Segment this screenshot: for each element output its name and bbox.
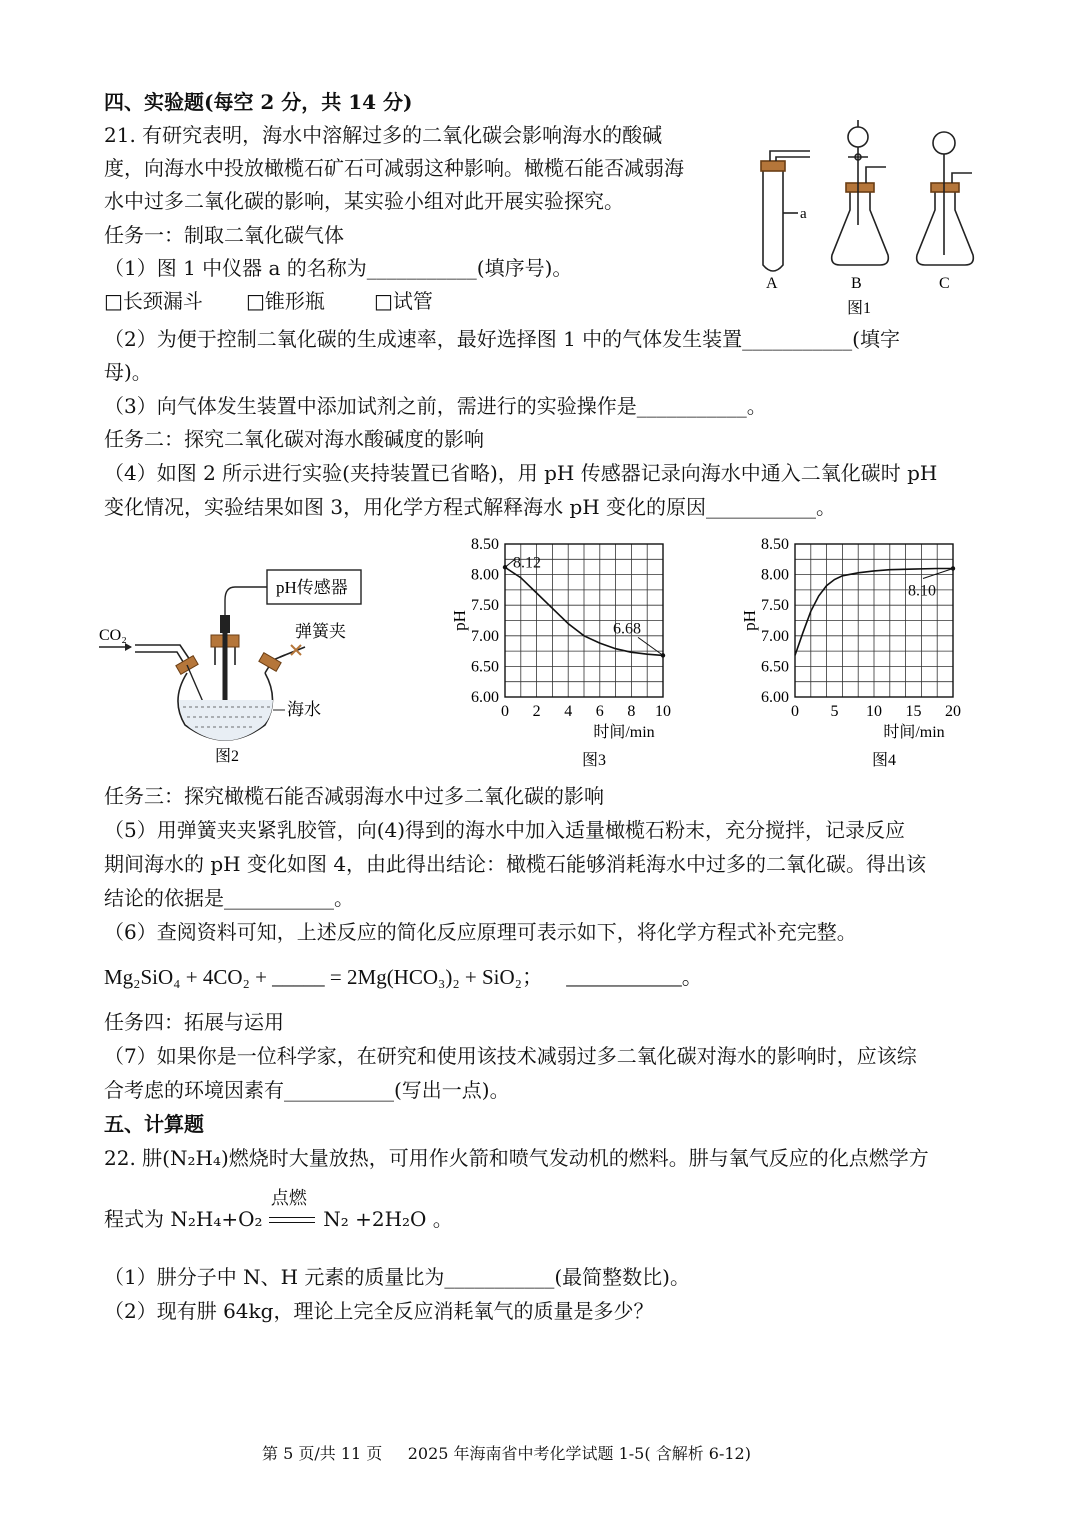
ph-sensor-label: pH传感器 (276, 578, 348, 597)
y-tick-label: 7.00 (761, 627, 789, 645)
reaction-condition (269, 1187, 317, 1231)
q21-question-2-line-2: 母)。 (104, 360, 152, 384)
y-tick-label: 8.00 (761, 566, 789, 584)
x-tick-label: 5 (830, 703, 839, 720)
q22-equation-right: N₂ +2H₂O 。 (323, 1207, 453, 1231)
figure-1-caption: 图1 (847, 300, 872, 317)
q22-question-1: （1）肼分子中 N、H 元素的质量比为___________(最简整数比)。 (104, 1265, 690, 1289)
x-tick-label: 10 (866, 703, 882, 720)
q22-equation-left: 程式为 N₂H₄+O₂ (104, 1207, 263, 1231)
x-tick-label: 0 (501, 703, 509, 720)
data-label-leader (638, 637, 663, 655)
q21-question-1: （1）图 1 中仪器 a 的名称为___________(填序号)。 (104, 256, 573, 280)
q21-intro-line-2: 度，向海水中投放橄榄石矿石可减弱这种影响。橄榄石能否减弱海 (104, 156, 684, 180)
x-tick-label: 8 (627, 703, 636, 720)
y-axis-label: pH (740, 610, 759, 631)
option-3[interactable]: □试管 (374, 289, 433, 313)
q21-question-5-line-1: （5）用弹簧夹夹紧乳胶管，向(4)得到的海水中加入适量橄榄石粉末，充分搅拌，记录反应 (104, 818, 906, 842)
figure-1-apparatus (740, 115, 980, 320)
x-tick-label: 20 (945, 703, 961, 720)
q21-question-3: （3）向气体发生装置中添加试剂之前，需进行的实验操作是___________。 (104, 394, 767, 418)
q21-question-5-line-2: 期间海水的 pH 变化如图 4，由此得出结论：橄榄石能够消耗海水中过多的二氧化碳。得出该 (104, 852, 927, 876)
apparatus-b-flask (832, 120, 889, 265)
chart-caption: 图4 (871, 752, 897, 767)
q21-question-4-line-2: 变化情况，实验结果如图 3，用化学方程式解释海水 pH 变化的原因___________。 (104, 495, 837, 519)
y-tick-label: 8.00 (471, 566, 499, 584)
q21-question-2-line-1: （2）为便于控制二氧化碳的生成速率，最好选择图 1 中的气体发生装置___________(填字 (104, 327, 900, 351)
section-5-title: 五、计算题 (104, 1112, 204, 1136)
y-tick-label: 6.00 (471, 689, 499, 706)
data-point (503, 565, 507, 569)
q22-question-2: （2）现有肼 64kg，理论上完全反应消耗氧气的质量是多少？ (104, 1299, 654, 1323)
option-1[interactable]: □长颈漏斗 (104, 289, 203, 313)
data-point (661, 653, 665, 657)
data-point (951, 566, 955, 570)
q21-question-6: （6）查阅资料可知，上述反应的简化反应原理可表示如下，将化学方程式补充完整。 (104, 920, 857, 944)
figure-2-apparatus (95, 565, 365, 770)
q22-line-2 (104, 1187, 453, 1233)
page-footer: 第 5 页/共 11 页 2025 年海南省中考化学试题 1-5( 含解析 6-12) (262, 1444, 751, 1463)
label-b: B (851, 275, 862, 292)
q21-question-5-line-3: 结论的依据是___________。 (104, 886, 354, 910)
y-tick-label: 6.00 (761, 689, 789, 706)
task4-title: 任务四：拓展与运用 (104, 1010, 284, 1034)
y-tick-label: 7.50 (761, 597, 789, 615)
q6-equation-blank[interactable]: ___________。 (566, 965, 703, 989)
task3-title: 任务三：探究橄榄石能否减弱海水中过多二氧化碳的影响 (104, 784, 604, 808)
x-tick-label: 6 (595, 703, 604, 720)
apparatus-c-flask (917, 132, 974, 265)
q21-question-4-line-1: （4）如图 2 所示进行实验(夹持装置已省略)，用 pH 传感器记录向海水中通入二氧化碳时 pH (104, 461, 938, 485)
y-tick-label: 6.50 (471, 658, 499, 676)
part-label-a: a (800, 206, 807, 222)
co2-label: CO₂ (99, 627, 127, 644)
section-4-title: 四、实验题(每空 2 分，共 14 分) (104, 90, 413, 114)
y-tick-label: 8.50 (761, 536, 789, 553)
x-tick-label: 10 (655, 703, 671, 720)
q21-question-7-line-1: （7）如果你是一位科学家，在研究和使用该技术减弱过多二氧化碳对海水的影响时，应该综 (104, 1044, 917, 1068)
y-axis-label: pH (450, 610, 469, 631)
q22-line-1: 22. 肼(N₂H₄)燃烧时大量放热，可用作火箭和喷气发动机的燃料。肼与氧气反应的化点燃学方 (104, 1146, 929, 1170)
data-label: 8.10 (908, 582, 936, 600)
q21-intro-line-1: 21. 有研究表明，海水中溶解过多的二氧化碳会影响海水的酸碱 (104, 123, 663, 147)
y-tick-label: 7.00 (471, 627, 499, 645)
chart-caption: 图3 (581, 752, 607, 767)
task1-title: 任务一：制取二氧化碳气体 (104, 223, 344, 247)
data-label: 8.12 (513, 554, 541, 572)
x-axis-label: 时间/min (593, 724, 655, 741)
q21-intro-line-3: 水中过多二氧化碳的影响，某实验小组对此开展实验探究。 (104, 189, 624, 213)
figure-2-caption: 图2 (215, 748, 240, 765)
x-tick-label: 0 (791, 703, 799, 720)
y-tick-label: 6.50 (761, 658, 789, 676)
label-c: C (939, 275, 950, 292)
q21-question-7-line-2: 合考虑的环境因素有___________(写出一点)。 (104, 1078, 510, 1102)
clamp-label: 弹簧夹 (295, 622, 346, 641)
data-label: 6.68 (613, 620, 641, 638)
reaction-condition-text: 点燃 (270, 1187, 307, 1209)
x-tick-label: 2 (532, 703, 541, 720)
data-label-leader (923, 568, 953, 578)
x-axis-label: 时间/min (883, 724, 945, 741)
option-2[interactable]: □锥形瓶 (246, 289, 325, 313)
q6-equation (104, 963, 703, 991)
q6-equation-left: Mg₂SiO₄ + 4CO₂ + _____ = 2Mg(HCO₃)₂ + SiO₂； (104, 965, 544, 989)
x-tick-label: 15 (905, 703, 922, 720)
y-tick-label: 8.50 (471, 536, 499, 553)
y-tick-label: 7.50 (471, 597, 499, 615)
figure-3-chart (435, 532, 685, 767)
label-a: A (766, 275, 778, 292)
seawater-label: 海水 (287, 700, 321, 719)
x-tick-label: 4 (564, 703, 573, 720)
figure-4-chart (725, 532, 975, 767)
task2-title: 任务二：探究二氧化碳对海水酸碱度的影响 (104, 427, 484, 451)
